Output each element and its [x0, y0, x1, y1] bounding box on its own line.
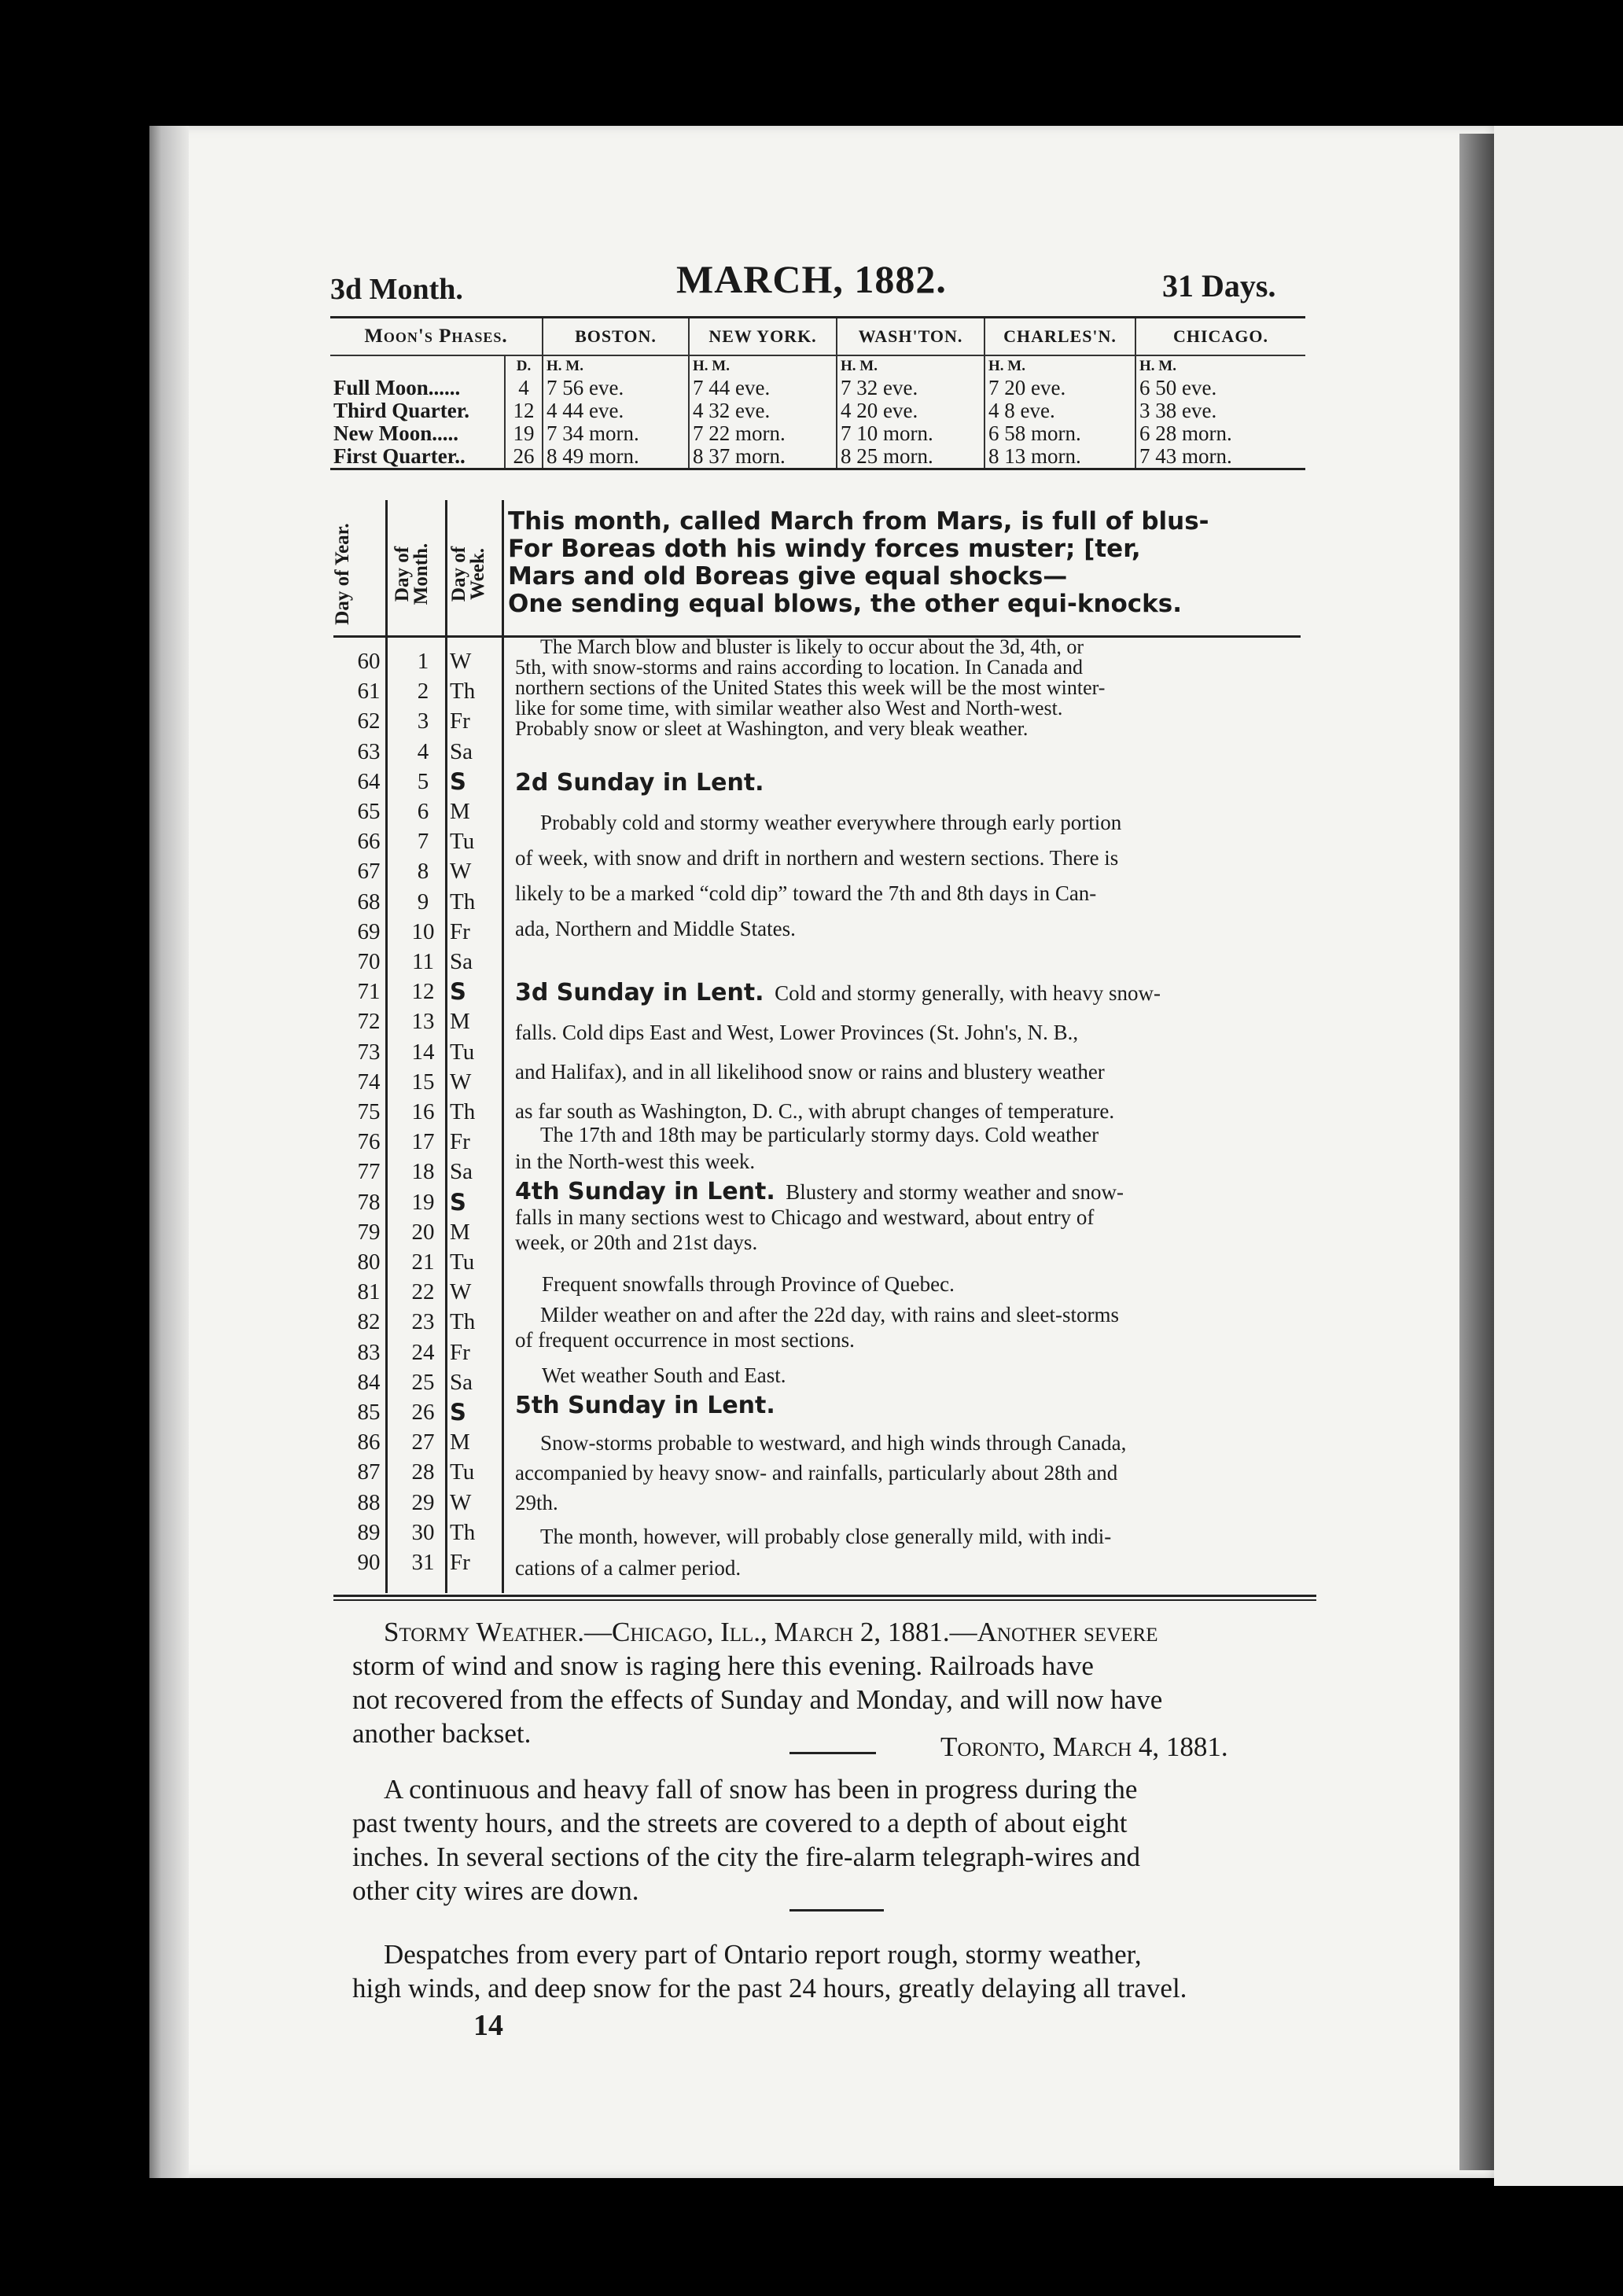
day-year-cell: 62	[357, 708, 381, 734]
day-week-cell: S	[450, 767, 466, 795]
phase-name: Full Moon......	[333, 376, 461, 399]
phase-time-boston: 7 34 morn.	[543, 422, 689, 445]
day-year-cell: 71	[357, 979, 381, 1005]
sunday-heading: 2d Sunday in Lent.	[515, 769, 764, 797]
day-month-cell: 8	[417, 859, 429, 885]
table-bottom-rule	[333, 1595, 1316, 1597]
phase-time-new-york: 4 32 eve.	[689, 399, 837, 422]
day-week-cell: Sa	[450, 738, 473, 764]
day-year-cell: 79	[357, 1219, 381, 1245]
day-month-cell: 4	[417, 738, 429, 764]
day-year-cell: 82	[357, 1309, 381, 1335]
forecast-week4: 4th Sunday in Lent. Blustery and stormy weather and snow- falls in many sections west to Chicago and westward, about entry of week, or 20th and 21st days.	[515, 1178, 1124, 1254]
day-week-cell: Tu	[450, 1039, 475, 1065]
phase-time-chicago: 6 50 eve.	[1135, 377, 1305, 399]
forecast-week4d: Wet weather South and East.	[542, 1363, 786, 1387]
phase-time-washington: 8 25 morn.	[837, 445, 984, 469]
facing-page-edge	[1494, 126, 1623, 2186]
day-month-cell: 14	[411, 1039, 435, 1065]
separator-rule	[789, 1909, 884, 1911]
column-rule	[445, 500, 447, 1593]
day-week-cell: Sa	[450, 949, 473, 975]
day-month-cell: 17	[411, 1129, 435, 1155]
phase-row	[330, 377, 1305, 399]
day-week-cell: Fr	[450, 1339, 470, 1365]
day-month-cell: 10	[411, 918, 435, 944]
phase-name: Third Quarter.	[333, 399, 470, 422]
phase-day: 19	[505, 422, 543, 445]
phase-day: 4	[505, 377, 543, 399]
moon-phases-table	[330, 316, 1305, 470]
day-month-cell: 15	[411, 1069, 435, 1095]
day-week-cell: M	[450, 1429, 470, 1455]
day-year-cell: 84	[357, 1369, 381, 1395]
day-week-cell: Fr	[450, 1129, 470, 1155]
phase-name: First Quarter..	[330, 445, 505, 469]
phase-day: 26	[505, 445, 543, 469]
day-unit: D.	[505, 355, 543, 377]
day-week-cell: M	[450, 1009, 470, 1035]
hm-unit: H. M.	[543, 355, 689, 377]
sunday-heading: 4th Sunday in Lent.	[515, 1178, 775, 1205]
day-year-cell: 65	[357, 799, 381, 825]
day-month-cell: 11	[412, 949, 434, 975]
forecast-week2: Probably cold and stormy weather everywhere through early portion of week, with snow and drift in northern and western sections. There is likely to be a marked “cold dip” toward the 7th and 8th days in Can- ada, Northern and Middle States.	[515, 811, 1122, 940]
phase-time-charleston: 6 58 morn.	[984, 422, 1135, 445]
day-week-cell: S	[450, 1399, 466, 1426]
phases-header-new-york: NEW YORK.	[689, 318, 837, 356]
hm-unit: H. M.	[1135, 355, 1305, 377]
day-year-cell: 88	[357, 1489, 381, 1515]
poem-line: This month, called March from Mars, is full of blus-	[508, 507, 1209, 535]
day-of-month-column	[403, 646, 443, 1577]
day-year-cell: 87	[357, 1459, 381, 1485]
day-month-cell: 16	[411, 1099, 435, 1125]
day-week-cell: W	[450, 1069, 472, 1095]
day-year-cell: 61	[357, 679, 381, 705]
month-number: 3d Month.	[330, 273, 463, 306]
phase-time-washington: 4 20 eve.	[837, 399, 984, 422]
day-month-cell: 26	[411, 1400, 435, 1426]
day-month-cell: 9	[417, 889, 429, 914]
phase-time-charleston: 4 8 eve.	[984, 399, 1135, 422]
day-week-cell: Fr	[450, 1550, 470, 1576]
dateline-toronto: Toronto, March 4, 1881.	[940, 1731, 1228, 1762]
day-month-cell: 19	[411, 1189, 435, 1215]
phase-time-new-york: 8 37 morn.	[689, 445, 837, 469]
day-year-cell: 60	[357, 649, 381, 674]
phases-header-boston: BOSTON.	[543, 318, 689, 356]
day-year-cell: 70	[357, 949, 381, 975]
day-week-cell: Th	[450, 1099, 476, 1125]
news-item-chicago: Stormy Weather.—Chicago, Ill., March 2, 1881.—Another severe storm of wind and snow is raging here this evening. Railroads have not recovered from the effects of Sunday and Monday, and will now have another backset.	[352, 1617, 1163, 1749]
phase-time-washington: 7 10 morn.	[837, 422, 984, 445]
column-rule	[502, 500, 504, 1593]
day-week-cell: Tu	[450, 1459, 475, 1485]
day-week-cell: Th	[450, 679, 476, 705]
page-left-edge-shadow	[149, 126, 189, 2178]
forecast-week3b: The 17th and 18th may be particularly stormy days. Cold weather in the North-west this week.	[515, 1123, 1099, 1173]
day-month-cell: 22	[411, 1279, 435, 1305]
phase-time-boston: 7 56 eve.	[543, 377, 689, 399]
days-count: 31 Days.	[1162, 268, 1276, 304]
head-day-of-year: Day of Year.	[332, 523, 353, 625]
phase-name: New Moon.....	[333, 421, 458, 445]
hm-unit: H. M.	[689, 355, 837, 377]
day-month-cell: 25	[411, 1369, 435, 1395]
day-week-cell: M	[450, 1219, 470, 1245]
day-year-cell: 86	[357, 1429, 381, 1455]
day-month-cell: 31	[411, 1550, 435, 1576]
day-year-cell: 89	[357, 1519, 381, 1545]
month-poem	[508, 508, 1209, 618]
phase-time-chicago: 3 38 eve.	[1135, 399, 1305, 422]
day-week-cell: Th	[450, 1309, 476, 1335]
day-week-cell: W	[450, 1489, 472, 1515]
day-month-cell: 21	[411, 1249, 435, 1275]
day-week-cell: S	[450, 978, 466, 1006]
day-year-cell: 67	[357, 859, 381, 885]
day-month-cell: 7	[417, 829, 429, 855]
day-month-cell: 24	[411, 1339, 435, 1365]
poem-line: For Boreas doth his windy forces muster; [ter,	[508, 535, 1141, 563]
phase-time-boston: 8 49 morn.	[543, 445, 689, 469]
day-week-cell: Fr	[450, 708, 470, 734]
phase-time-boston: 4 44 eve.	[543, 399, 689, 422]
day-week-cell: W	[450, 859, 472, 885]
news-item-ontario: Despatches from every part of Ontario report rough, stormy weather, high winds, and deep snow for the past 24 hours, greatly delaying all travel.	[352, 1939, 1187, 2003]
day-month-cell: 27	[411, 1429, 435, 1455]
day-month-cell: 3	[417, 708, 429, 734]
day-month-cell: 20	[411, 1219, 435, 1245]
day-week-cell: Fr	[450, 918, 470, 944]
forecast-week3: 3d Sunday in Lent. Cold and stormy generally, with heavy snow- falls. Cold dips East and West, Lower Provinces (St. John's, N. B., and Halifax), and in all likelihood snow or rains and blustery weather as far south as Washington, D. C., with abrupt changes of temperature.	[515, 979, 1161, 1123]
day-month-cell: 1	[417, 649, 429, 674]
news-item-toronto: A continuous and heavy fall of snow has been in progress during the past twenty hours, and the streets are covered to a depth of about eight inches. In several sections of the city the fire-alarm telegraph-wires and other city wires are down.	[352, 1774, 1140, 1906]
table-bottom-rule-thin	[333, 1599, 1316, 1601]
phase-row	[330, 445, 1305, 469]
phase-time-chicago: 6 28 morn.	[1135, 422, 1305, 445]
phases-header-phases: Moon's Phases.	[330, 318, 543, 356]
sunday-heading: 3d Sunday in Lent.	[515, 979, 764, 1006]
sunday-heading: 5th Sunday in Lent.	[515, 1392, 775, 1419]
phase-time-new-york: 7 22 morn.	[689, 422, 837, 445]
day-month-cell: 30	[411, 1519, 435, 1545]
day-month-cell: 23	[411, 1309, 435, 1335]
day-year-cell: 74	[357, 1069, 381, 1095]
day-year-cell: 80	[357, 1249, 381, 1275]
day-year-cell: 83	[357, 1339, 381, 1365]
day-month-cell: 28	[411, 1459, 435, 1485]
phase-time-charleston: 7 20 eve.	[984, 377, 1135, 399]
day-month-cell: 2	[417, 679, 429, 705]
day-year-cell: 66	[357, 829, 381, 855]
poem-line: One sending equal blows, the other equi-knocks.	[508, 590, 1183, 618]
day-year-cell: 78	[357, 1189, 381, 1215]
phases-header-charleston: CHARLES'N.	[984, 318, 1135, 356]
day-week-cell: M	[450, 799, 470, 825]
separator-rule	[789, 1752, 876, 1754]
day-year-cell: 81	[357, 1279, 381, 1305]
phase-row	[330, 399, 1305, 422]
day-year-cell: 68	[357, 889, 381, 914]
hm-unit: H. M.	[984, 355, 1135, 377]
phase-time-charleston: 8 13 morn.	[984, 445, 1135, 469]
day-year-cell: 69	[357, 918, 381, 944]
day-month-cell: 13	[411, 1009, 435, 1035]
phase-row	[330, 422, 1305, 445]
day-month-cell: 6	[417, 799, 429, 825]
day-year-cell: 90	[357, 1550, 381, 1576]
phases-header-washington: WASH'TON.	[837, 318, 984, 356]
page-number: 14	[473, 2009, 503, 2042]
poem-line: Mars and old Boreas give equal shocks—	[508, 562, 1068, 591]
day-year-cell: 72	[357, 1009, 381, 1035]
day-week-cell: Tu	[450, 829, 475, 855]
day-week-cell: W	[450, 1279, 472, 1305]
hm-unit: H. M.	[837, 355, 984, 377]
day-month-cell: 5	[417, 768, 429, 794]
day-year-cell: 64	[357, 768, 381, 794]
day-year-cell: 85	[357, 1400, 381, 1426]
day-week-cell: Tu	[450, 1249, 475, 1275]
day-week-cell: Sa	[450, 1369, 473, 1395]
day-year-cell: 77	[357, 1159, 381, 1185]
day-week-cell: Th	[450, 1519, 476, 1545]
head-day-of-week: Day of Week.	[448, 546, 488, 602]
forecast-week5b: The month, however, will probably close generally mild, with indi- cations of a calmer period.	[515, 1525, 1112, 1580]
page-title: MARCH, 1882.	[676, 257, 947, 301]
phase-day: 12	[505, 399, 543, 422]
phase-time-chicago: 7 43 morn.	[1135, 445, 1305, 469]
forecast-week4b: Frequent snowfalls through Province of Quebec.	[542, 1272, 955, 1296]
day-week-cell: Sa	[450, 1159, 473, 1185]
day-week-cell: Th	[450, 889, 476, 914]
day-week-cell: S	[450, 1188, 466, 1216]
day-year-cell: 63	[357, 738, 381, 764]
day-year-cell: 75	[357, 1099, 381, 1125]
forecast-week1: The March blow and bluster is likely to occur about the 3d, 4th, or 5th, with snow-storms and rains according to location. In Canada and northern sections of the United States this week will be the most winter- like for some time, with similar weather also West and North-west. Probably snow or sleet at Washington, and very bleak weather.	[515, 635, 1106, 740]
day-year-cell: 76	[357, 1129, 381, 1155]
day-month-cell: 18	[411, 1159, 435, 1185]
phases-units-row	[330, 355, 1305, 377]
phases-header-row	[330, 318, 1305, 356]
phase-time-washington: 7 32 eve.	[837, 377, 984, 399]
phases-header-chicago: CHICAGO.	[1135, 318, 1305, 356]
day-year-cell: 73	[357, 1039, 381, 1065]
forecast-week4c: Milder weather on and after the 22d day, with rains and sleet-storms of frequent occurrence in most sections.	[515, 1303, 1120, 1352]
day-month-cell: 29	[411, 1489, 435, 1515]
forecast-week5: Snow-storms probable to westward, and high winds through Canada, accompanied by heavy snow- and rainfalls, particularly about 28th and 29th.	[515, 1431, 1127, 1514]
day-of-year-column	[346, 646, 392, 1577]
phase-time-new-york: 7 44 eve.	[689, 377, 837, 399]
head-day-of-month: Day of Month.	[392, 543, 432, 605]
day-week-cell: W	[450, 649, 472, 674]
day-of-week-column	[450, 646, 497, 1577]
day-month-cell: 12	[411, 979, 435, 1005]
